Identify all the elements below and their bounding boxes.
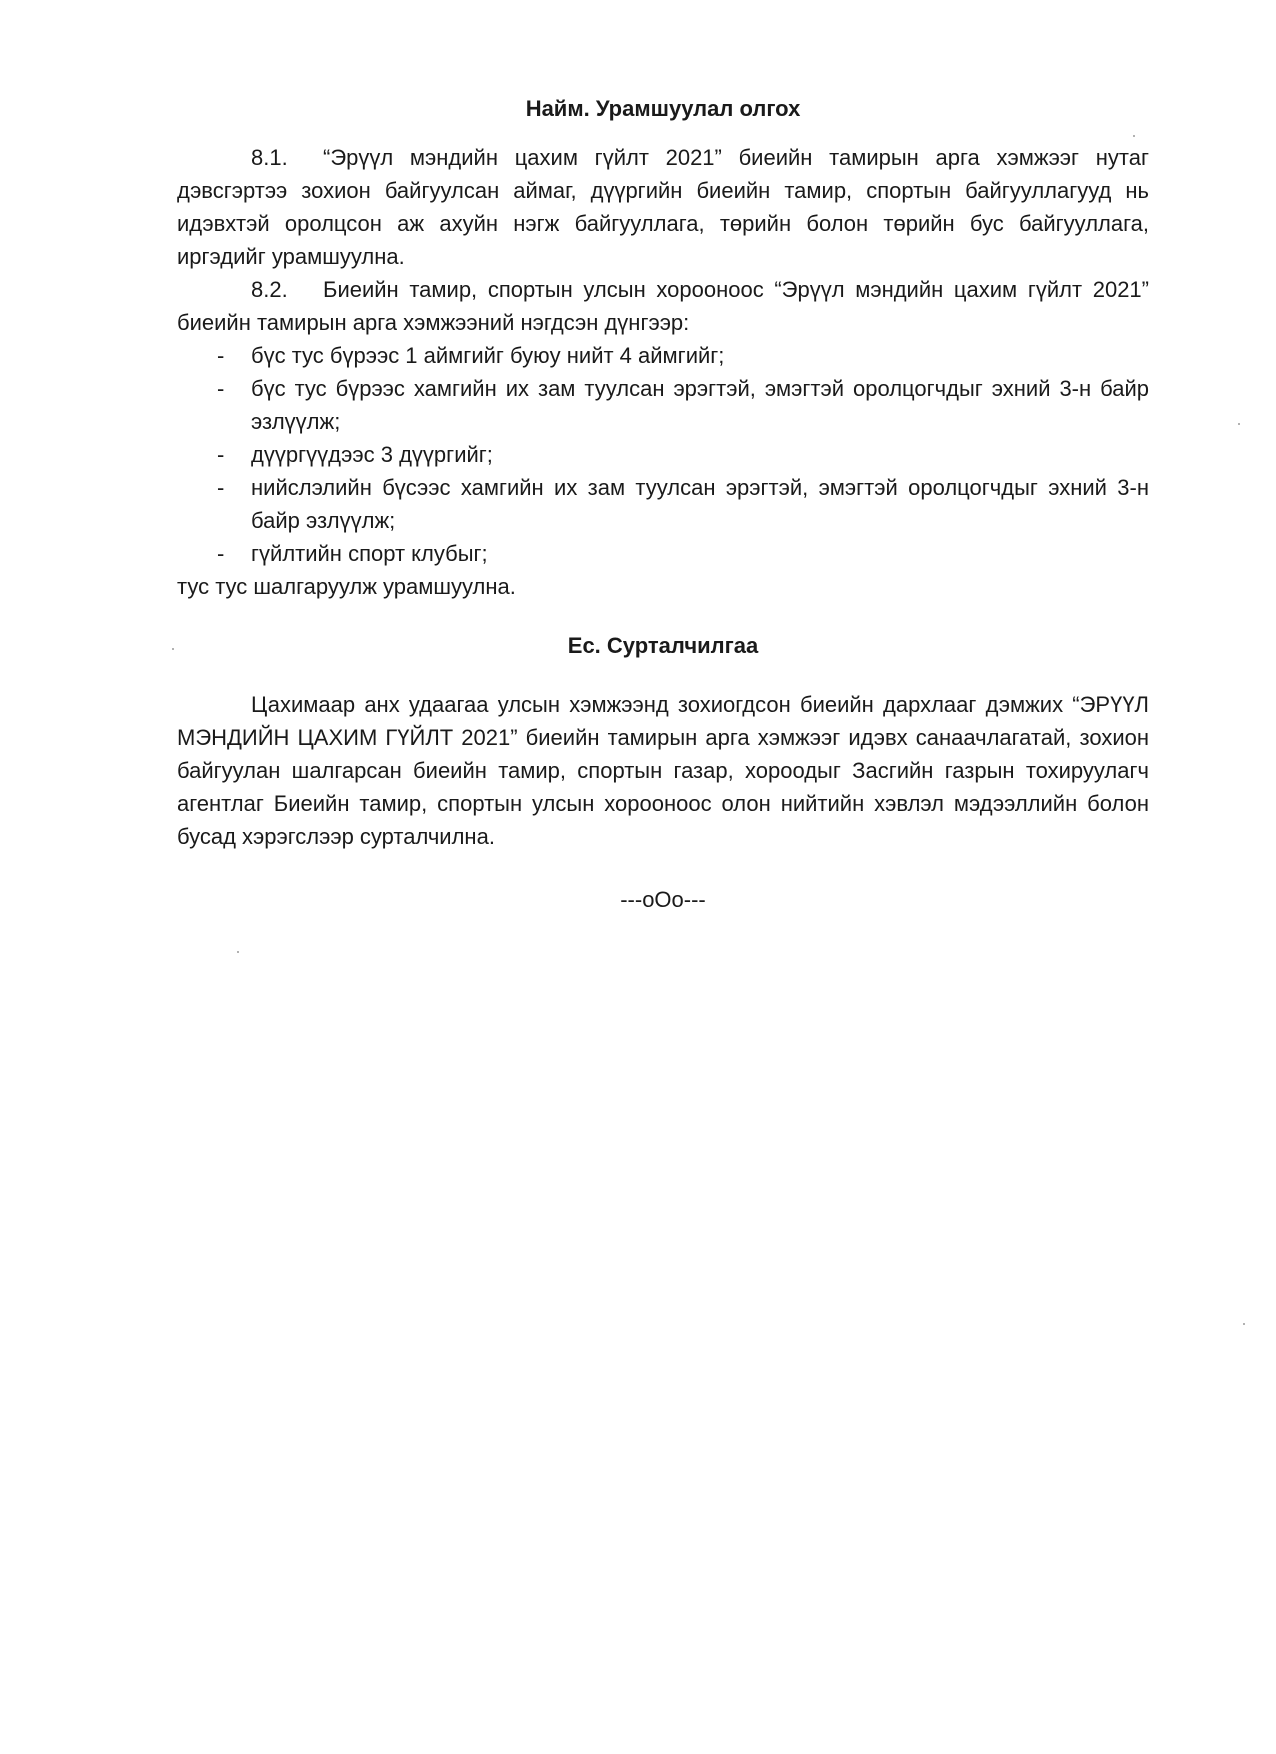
list-item <box>177 438 1149 471</box>
document-body <box>177 92 1149 938</box>
list-bullet: - <box>217 475 225 500</box>
end-mark: ---oOo--- <box>620 887 706 912</box>
list-bullet: - <box>217 343 225 368</box>
paragraph-8-2 <box>177 273 1149 339</box>
award-list <box>177 339 1149 570</box>
list-item-text: бүс тус бүрээс хамгийн их зам туулсан эрэгтэй, эмэгтэй оролцогчдыг эхний 3-н байр эзлүүлж; <box>251 376 1149 434</box>
list-item-text: гүйлтийн спорт клубыг; <box>251 541 488 566</box>
section-9-paragraph: Цахимаар анх удаагаа улсын хэмжээнд зохиогдсон биеийн дархлааг дэмжих “ЭРҮҮЛ МЭНДИЙН ЦАХИМ ГҮЙЛТ 2021” биеийн тамирын арга хэмжээг идэвх санаачлагатай, зохион байгуулан шалгарсан биеийн тамир, спортын газар, хороодыг Засгийн газрын тохируулагч агентлаг Биеийн тамир, спортын улсын хорооноос олон нийтийн хэвлэл мэдээллийн болон бусад хэрэгслээр сурталчилна. <box>177 692 1149 849</box>
list-item <box>177 471 1149 537</box>
scan-speck <box>1238 423 1240 425</box>
list-item <box>177 537 1149 570</box>
scan-speck <box>172 648 174 650</box>
section-9-heading: Ес. Сурталчилгаа <box>567 633 759 658</box>
paragraph-8-1-text: “Эрүүл мэндийн цахим гүйлт 2021” биеийн тамирын арга хэмжээг нутаг дэвсгэртээ зохион байгуулсан аймаг, дүүргийн биеийн тамир, спортын байгууллагууд нь идэвхтэй оролцсон аж ахуйн нэгж байгууллага, төрийн болон төрийн бус байгууллага, иргэдийг урамшуулна. <box>177 145 1149 269</box>
list-item-text: дүүргүүдээс 3 дүүргийг; <box>251 442 493 467</box>
paragraph-8-2-text: Биеийн тамир, спортын улсын хорооноос “Эрүүл мэндийн цахим гүйлт 2021” биеийн тамирын арга хэмжээний нэгдсэн дүнгээр: <box>177 277 1149 335</box>
scan-speck <box>237 951 239 953</box>
list-bullet: - <box>217 442 225 467</box>
list-bullet: - <box>217 376 225 401</box>
scan-speck <box>1133 135 1135 137</box>
list-item <box>177 372 1149 438</box>
list-bullet: - <box>217 541 225 566</box>
section-8-closing: тус тус шалгаруулж урамшуулна. <box>177 574 516 599</box>
list-item-text: нийслэлийн бүсээс хамгийн их зам туулсан эрэгтэй, эмэгтэй оролцогчдыг эхний 3-н байр эзлүүлж; <box>251 475 1149 533</box>
section-8-heading: Найм. Урамшуулал олгох <box>525 96 801 121</box>
paragraph-8-1 <box>177 141 1149 273</box>
paragraph-8-2-number: 8.2. <box>251 277 288 302</box>
scan-speck <box>1243 1323 1245 1325</box>
list-item-text: бүс тус бүрээс 1 аймгийг буюу нийт 4 аймгийг; <box>251 343 725 368</box>
list-item <box>177 339 1149 372</box>
paragraph-8-1-number: 8.1. <box>251 145 288 170</box>
